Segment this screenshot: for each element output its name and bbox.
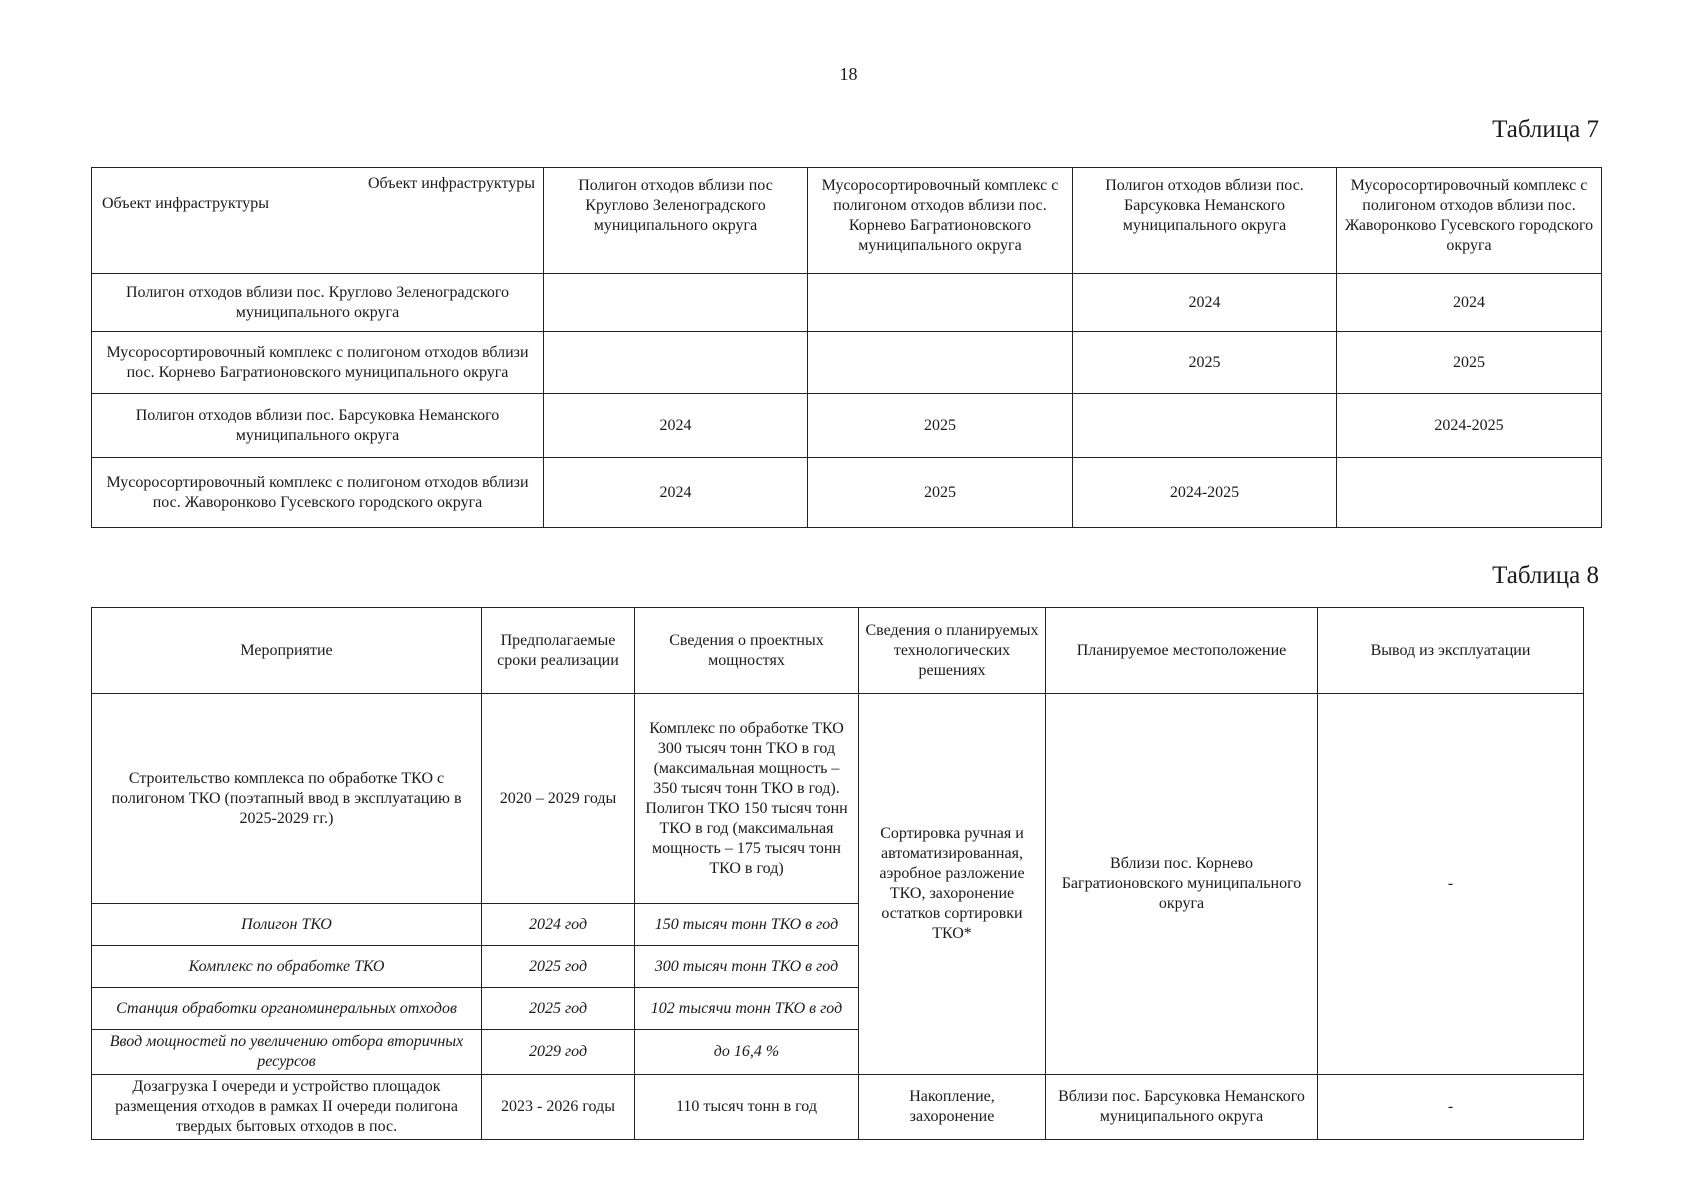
period-cell: 2029 год bbox=[482, 1030, 635, 1075]
table-cell: 2024 bbox=[544, 394, 808, 458]
row-label: Полигон отходов вблизи пос. Барсуковка Неманского муниципального округа bbox=[92, 394, 544, 458]
table-cell: 2025 bbox=[808, 458, 1073, 528]
decommission-cell: - bbox=[1318, 1075, 1584, 1140]
capacity-cell: Комплекс по обработке ТКО 300 тысяч тонн ТКО в год (максимальная мощность – 350 тысяч тонн ТКО в год). Полигон ТКО 150 тысяч тонн ТКО в год (максимальная мощность – 175 тысяч тонн ТКО в год) bbox=[635, 694, 859, 904]
event-cell: Дозагрузка I очереди и устройство площадок размещения отходов в рамках II очереди полигона твердых бытовых отходов в пос. bbox=[92, 1075, 482, 1140]
table-cell: 2024 bbox=[544, 458, 808, 528]
location-cell: Вблизи пос. Корнево Багратионовского муниципального округа bbox=[1046, 694, 1318, 1075]
table-cell: 2025 bbox=[1337, 332, 1602, 394]
event-cell: Станция обработки органоминеральных отходов bbox=[92, 988, 482, 1030]
table-7-column-header: Мусоросортировочный комплекс с полигоном отходов вблизи пос. Корнево Багратионовского муниципального округа bbox=[808, 168, 1073, 274]
table-8-column-header: Предполагаемые сроки реализации bbox=[482, 608, 635, 694]
table-cell bbox=[544, 274, 808, 332]
capacity-cell: до 16,4 % bbox=[635, 1030, 859, 1075]
table-cell: 2024 bbox=[1337, 274, 1602, 332]
table-cell bbox=[544, 332, 808, 394]
capacity-cell: 110 тысяч тонн в год bbox=[635, 1075, 859, 1140]
table-7-column-header: Мусоросортировочный комплекс с полигоном отходов вблизи пос. Жаворонково Гусевского городского округа bbox=[1337, 168, 1602, 274]
table-8-column-header: Вывод из эксплуатации bbox=[1318, 608, 1584, 694]
row-label: Полигон отходов вблизи пос. Круглово Зеленоградского муниципального округа bbox=[92, 274, 544, 332]
table-7-corner-cell bbox=[92, 168, 544, 274]
table-row bbox=[92, 274, 1602, 332]
table-row bbox=[92, 394, 1602, 458]
table-8-column-header: Сведения о планируемых технологических решениях bbox=[859, 608, 1046, 694]
table-7-column-header: Полигон отходов вблизи пос Круглово Зеленоградского муниципального округа bbox=[544, 168, 808, 274]
event-cell: Строительство комплекса по обработке ТКО с полигоном ТКО (поэтапный ввод в эксплуатацию в 2025-2029 гг.) bbox=[92, 694, 482, 904]
table-row bbox=[92, 332, 1602, 394]
corner-column-label: Объект инфраструктуры bbox=[368, 175, 535, 192]
table-cell bbox=[808, 332, 1073, 394]
table-row bbox=[92, 1075, 1584, 1140]
table-8-column-header: Мероприятие bbox=[92, 608, 482, 694]
table-7-column-header: Полигон отходов вблизи пос. Барсуковка Неманского муниципального округа bbox=[1073, 168, 1337, 274]
table-row bbox=[92, 458, 1602, 528]
table-cell bbox=[808, 274, 1073, 332]
row-label: Мусоросортировочный комплекс с полигоном отходов вблизи пос. Жаворонково Гусевского городского округа bbox=[92, 458, 544, 528]
period-cell: 2025 год bbox=[482, 946, 635, 988]
table-cell: 2024-2025 bbox=[1073, 458, 1337, 528]
page-number: 18 bbox=[839, 64, 858, 84]
location-cell: Вблизи пос. Барсуковка Неманского муниципального округа bbox=[1046, 1075, 1318, 1140]
table-7-header-row bbox=[92, 168, 1602, 274]
event-cell: Ввод мощностей по увеличению отбора вторичных ресурсов bbox=[92, 1030, 482, 1075]
capacity-cell: 102 тысячи тонн ТКО в год bbox=[635, 988, 859, 1030]
table-7-title: Таблица 7 bbox=[1492, 116, 1599, 143]
event-cell: Комплекс по обработке ТКО bbox=[92, 946, 482, 988]
table-cell: 2024 bbox=[1073, 274, 1337, 332]
table-7 bbox=[91, 167, 1602, 528]
technology-cell: Накопление, захоронение bbox=[859, 1075, 1046, 1140]
decommission-cell: - bbox=[1318, 694, 1584, 1075]
technology-cell: Сортировка ручная и автоматизированная, аэробное разложение ТКО, захоронение остатков сортировки ТКО* bbox=[859, 694, 1046, 1075]
capacity-cell: 150 тысяч тонн ТКО в год bbox=[635, 904, 859, 946]
table-8-column-header: Сведения о проектных мощностях bbox=[635, 608, 859, 694]
table-cell: 2025 bbox=[1073, 332, 1337, 394]
row-label: Мусоросортировочный комплекс с полигоном отходов вблизи пос. Корнево Багратионовского муниципального округа bbox=[92, 332, 544, 394]
table-cell: 2025 bbox=[808, 394, 1073, 458]
period-cell: 2024 год bbox=[482, 904, 635, 946]
corner-row-label: Объект инфраструктуры bbox=[102, 195, 269, 212]
capacity-cell: 300 тысяч тонн ТКО в год bbox=[635, 946, 859, 988]
table-cell bbox=[1337, 458, 1602, 528]
table-8-column-header: Планируемое местоположение bbox=[1046, 608, 1318, 694]
period-cell: 2023 - 2026 годы bbox=[482, 1075, 635, 1140]
period-cell: 2020 – 2029 годы bbox=[482, 694, 635, 904]
table-cell bbox=[1073, 394, 1337, 458]
table-8 bbox=[91, 607, 1584, 1140]
event-cell: Полигон ТКО bbox=[92, 904, 482, 946]
table-8-title: Таблица 8 bbox=[1492, 562, 1599, 589]
table-8-header-row bbox=[92, 608, 1584, 694]
table-cell: 2024-2025 bbox=[1337, 394, 1602, 458]
period-cell: 2025 год bbox=[482, 988, 635, 1030]
table-row bbox=[92, 694, 1584, 904]
